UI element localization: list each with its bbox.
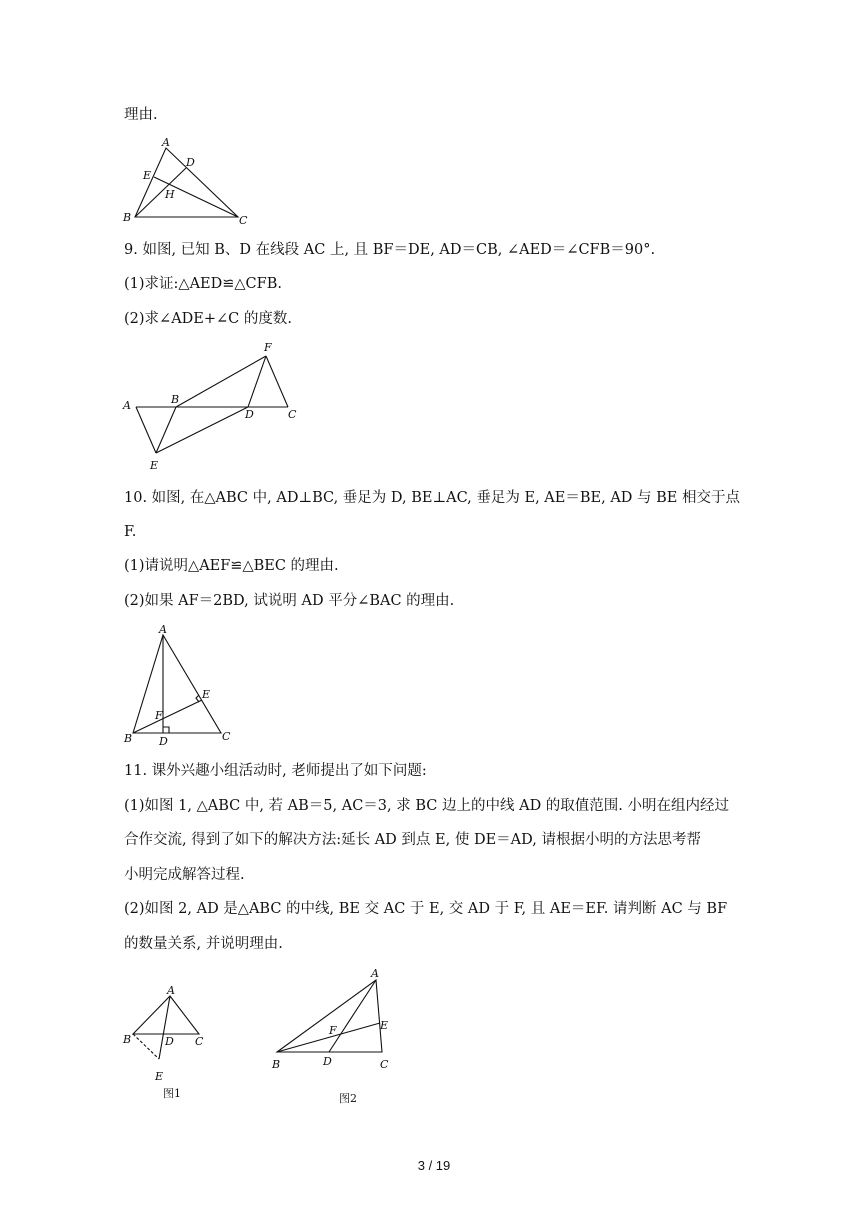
right-angle-e: [196, 695, 199, 702]
median-ad: [329, 980, 376, 1052]
text-line: 合作交流, 得到了如下的解决方法:延长 AD 到点 E, 使 DE＝AD, 请根据小明的方法思考帮: [124, 832, 701, 848]
label-b: B: [171, 393, 180, 406]
triangle-abc: [133, 635, 221, 733]
label-a: A: [162, 136, 170, 149]
label-c: C: [195, 1035, 204, 1048]
label-a: A: [167, 984, 175, 997]
label-b: B: [124, 732, 133, 745]
text-line: (2)求∠ADE+∠C 的度数.: [124, 311, 292, 327]
text-line: 小明完成解答过程.: [124, 867, 245, 883]
figure-caption: 图1: [163, 1087, 181, 1100]
label-b: B: [272, 1058, 281, 1071]
label-b: B: [123, 1033, 132, 1046]
text-line: 理由.: [124, 107, 158, 123]
label-f: F: [264, 341, 272, 354]
label-e: E: [155, 1070, 164, 1083]
text-line: (1)请说明△AEF≌△BEC 的理由.: [124, 558, 339, 574]
right-angle-d: [163, 727, 169, 733]
segment-be: [156, 407, 176, 453]
label-a: A: [371, 967, 379, 980]
label-d: D: [165, 1035, 174, 1048]
segment-df: [248, 356, 266, 407]
text-line: (1)如图 1, △ABC 中, 若 AB＝5, AC＝3, 求 BC 边上的中线 AD 的取值范围. 小明在组内经过: [124, 798, 730, 814]
label-d: D: [186, 156, 195, 169]
altitude-be: [133, 700, 202, 733]
label-c: C: [288, 408, 297, 421]
label-e: E: [202, 688, 211, 701]
page-number: 3 / 19: [417, 1158, 451, 1173]
label-e: E: [150, 459, 159, 472]
label-a: A: [123, 399, 131, 412]
text-line: (2)如图 2, AD 是△ABC 的中线, BE 交 AC 于 E, 交 AD 于 F, 且 AE＝EF. 请判断 AC 与 BF: [124, 901, 728, 917]
label-c: C: [380, 1058, 389, 1071]
label-a: A: [159, 623, 167, 636]
text-line: 的数量关系, 并说明理由.: [124, 936, 283, 952]
label-d: D: [323, 1055, 332, 1068]
triangle-abc: [133, 996, 199, 1034]
label-c: C: [239, 214, 248, 227]
text-line: 11. 课外兴趣小组活动时, 老师提出了如下问题:: [124, 763, 427, 779]
text-line: (2)如果 AF＝2BD, 试说明 AD 平分∠BAC 的理由.: [124, 593, 455, 609]
triangle-abc: [277, 980, 382, 1052]
segment-ed: [156, 407, 248, 453]
figure-triangle-altitudes: [118, 622, 248, 747]
figure-caption: 图2: [339, 1092, 357, 1105]
figure-triangle-abc-h: [118, 135, 258, 230]
segment-ae: [136, 407, 156, 453]
text-line: (1)求证:△AED≌△CFB.: [124, 276, 282, 292]
text-line: 10. 如图, 在△ABC 中, AD⊥BC, 垂足为 D, BE⊥AC, 垂足为 E, AE＝BE, AD 与 BE 相交于点: [124, 490, 740, 506]
label-e: E: [143, 169, 152, 182]
label-e: E: [380, 1019, 389, 1032]
segment-bf: [176, 356, 266, 407]
label-c: C: [222, 730, 231, 743]
figure-1: [118, 982, 218, 1102]
figure-2: [265, 962, 405, 1107]
label-b: B: [123, 211, 132, 224]
label-d: D: [159, 735, 168, 748]
text-line: F.: [124, 524, 137, 540]
label-h: H: [165, 188, 175, 201]
dashed-be: [133, 1034, 159, 1059]
figure-segment-ac: [118, 340, 308, 475]
segment-fc: [266, 356, 288, 407]
text-line: 9. 如图, 已知 B、D 在线段 AC 上, 且 BF＝DE, AD＝CB, ∠AED＝∠CFB＝90°.: [124, 242, 656, 258]
label-f: F: [329, 1024, 337, 1037]
label-f: F: [155, 709, 163, 722]
label-d: D: [245, 408, 254, 421]
